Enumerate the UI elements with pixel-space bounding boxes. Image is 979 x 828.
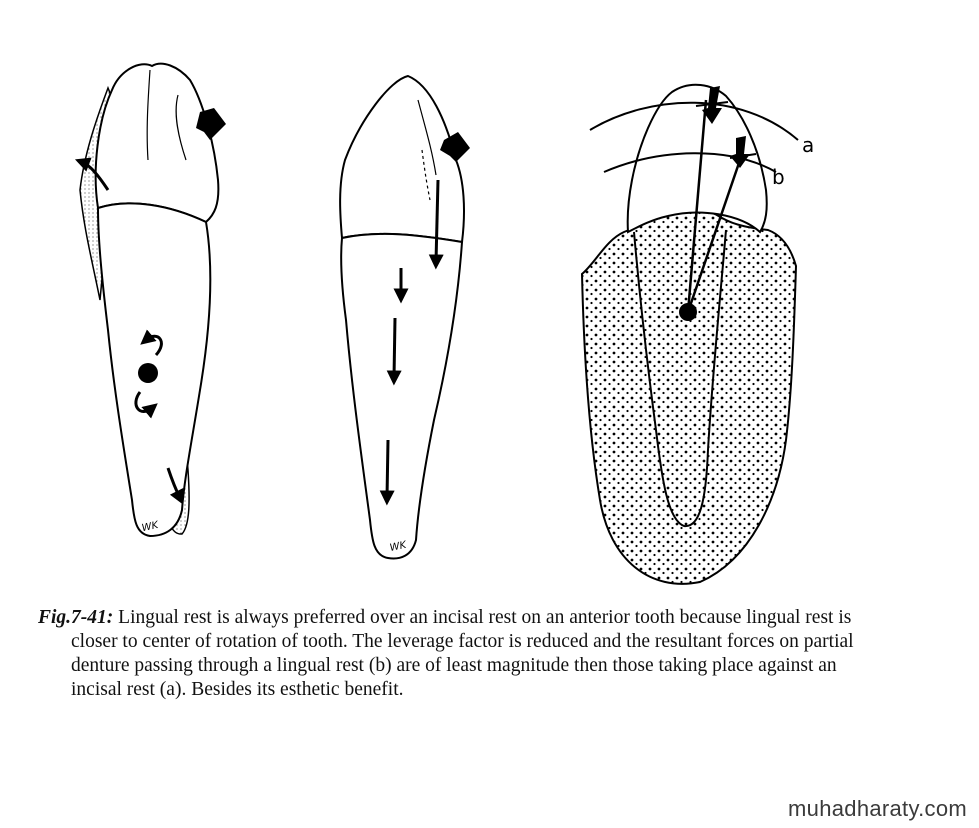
label-a: a [802,133,815,157]
tooth-right-rotation-center [679,303,697,321]
tooth-middle-crown [340,76,464,242]
tooth-right-bone [582,208,796,584]
tooth-left-artist-mark: WK [140,519,160,535]
caption-text: Lingual rest is always preferred over an incisal rest on an anterior tooth because lingual rest is closer to center of rotation of tooth. The leverage factor is reduced and the resultant forces on partial denture passing through a lingual rest (b) are of least magnitude then those taking place against an incisal rest (a). Besides its esthetic benefit. [71,607,854,700]
figure-caption [38,606,878,702]
label-b: b [772,165,785,189]
tooth-middle [340,76,470,558]
caption-label: Fig.7-41: [38,607,114,628]
tooth-right [582,85,814,584]
tooth-left-rotation-center [138,363,158,383]
tooth-left [80,64,226,536]
tooth-middle-artist-mark: WK [388,539,408,554]
tooth-left-crown [96,64,219,222]
watermark: muhadharaty.com [788,796,967,821]
